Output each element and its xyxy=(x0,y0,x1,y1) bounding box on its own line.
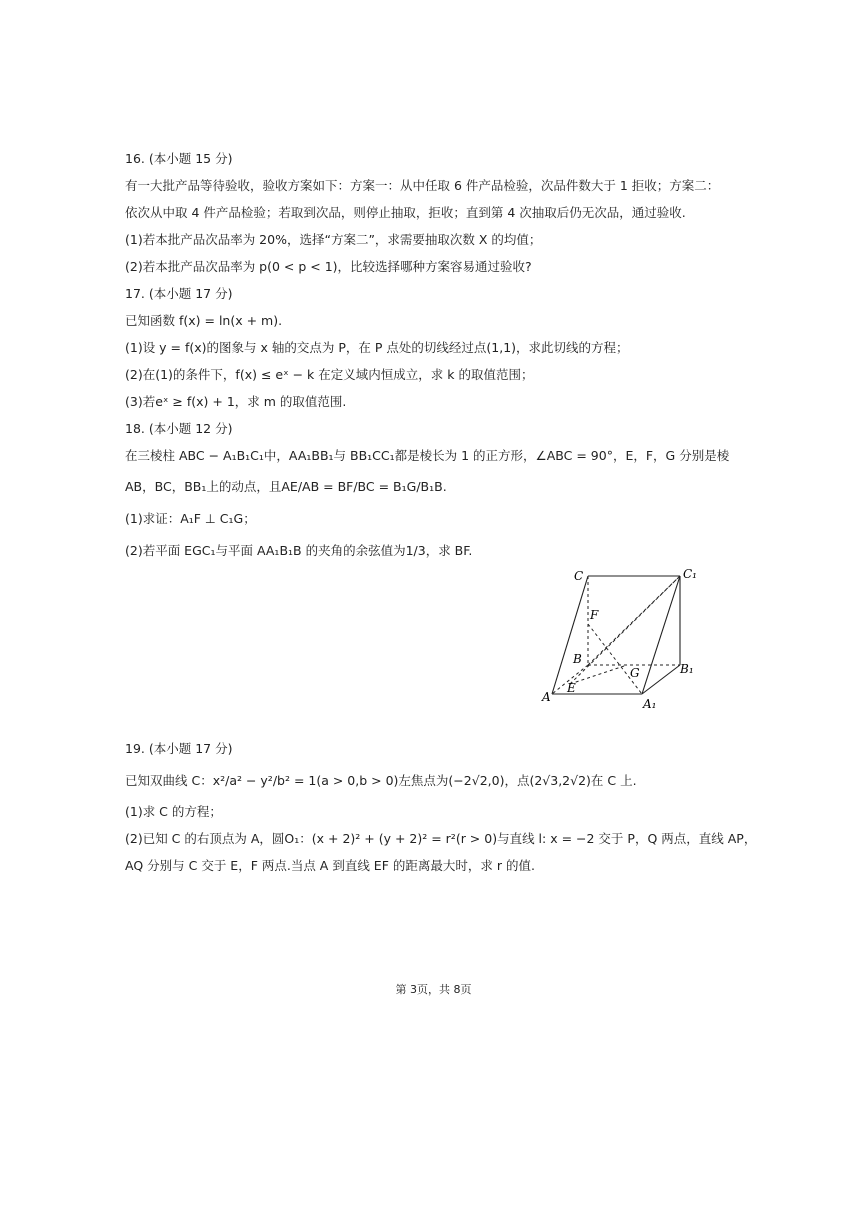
problem-18-part-1: (1)求证：A₁F ⊥ C₁G； xyxy=(125,511,256,526)
problem-17-heading: 17. (本小题 17 分) xyxy=(125,286,233,301)
problem-16-text-1: 有一大批产品等待验收，验收方案如下：方案一：从中任取 6 件产品检验，次品件数大于 1 拒收；方案二： xyxy=(125,178,720,193)
label-C1: C₁ xyxy=(683,567,697,581)
problem-19-heading: 19. (本小题 17 分) xyxy=(125,741,233,756)
problem-16-text-2: 依次从中取 4 件产品检验；若取到次品，则停止抽取，拒收；直到第 4 次抽取后仍无次品，通过验收. xyxy=(125,205,686,220)
problem-17-part-3: (3)若eˣ ≥ f(x) + 1，求 m 的取值范围. xyxy=(125,394,347,409)
problem-17-part-2: (2)在(1)的条件下，f(x) ≤ eˣ − k 在定义域内恒成立，求 k 的取值范围； xyxy=(125,367,534,382)
label-C: C xyxy=(574,569,584,583)
problem-18-heading: 18. (本小题 12 分) xyxy=(125,421,233,436)
problem-18-part-2: (2)若平面 EGC₁与平面 AA₁B₁B 的夹角的余弦值为1/3，求 BF. xyxy=(125,543,473,558)
problem-19-part-1: (1)求 C 的方程； xyxy=(125,804,222,819)
problem-17-part-1: (1)设 y = f(x)的图象与 x 轴的交点为 P，在 P 点处的切线经过点(1,1)，求此切线的方程； xyxy=(125,340,629,355)
label-E: E xyxy=(567,681,576,695)
label-B1: B₁ xyxy=(680,662,694,676)
problem-19-text: 已知双曲线 C：x²/a² − y²/b² = 1(a > 0,b > 0)左焦点为(−2√2,0)，点(2√3,2√2)在 C 上. xyxy=(125,773,637,788)
problem-16-part-2: (2)若本批产品次品率为 p(0 < p < 1)，比较选择哪种方案容易通过验收? xyxy=(125,259,532,274)
problem-18-text-2: AB，BC，BB₁上的动点，且AE/AB = BF/BC = B₁G/B₁B. xyxy=(125,479,447,494)
label-F: F xyxy=(590,608,599,622)
problem-19-part-2a: (2)已知 C 的右顶点为 A，圆O₁：(x + 2)² + (y + 2)² = r²(r > 0)与直线 l: x = −2 交于 P，Q 两点，直线 AP， xyxy=(125,831,757,846)
label-G: G xyxy=(630,666,640,680)
problem-19-part-2b: AQ 分别与 C 交于 E，F 两点.当点 A 到直线 EF 的距离最大时，求 r 的值. xyxy=(125,858,535,873)
label-A: A xyxy=(542,690,551,704)
problem-18-text-1: 在三棱柱 ABC − A₁B₁C₁中，AA₁BB₁与 BB₁CC₁都是棱长为 1 的正方形，∠ABC = 90°，E，F，G 分别是棱 xyxy=(125,448,730,463)
problem-16-part-1: (1)若本批产品次品率为 20%，选择“方案二”，求需要抽取次数 X 的均值； xyxy=(125,232,542,247)
prism-figure xyxy=(530,562,710,717)
label-B: B xyxy=(573,652,582,666)
problem-16-heading: 16. (本小题 15 分) xyxy=(125,151,233,166)
label-A1: A₁ xyxy=(643,697,657,711)
prism-diagram xyxy=(530,562,710,717)
problem-17-text: 已知函数 f(x) = ln(x + m). xyxy=(125,313,283,328)
page-footer: 第 3页，共 8页 xyxy=(395,983,472,996)
